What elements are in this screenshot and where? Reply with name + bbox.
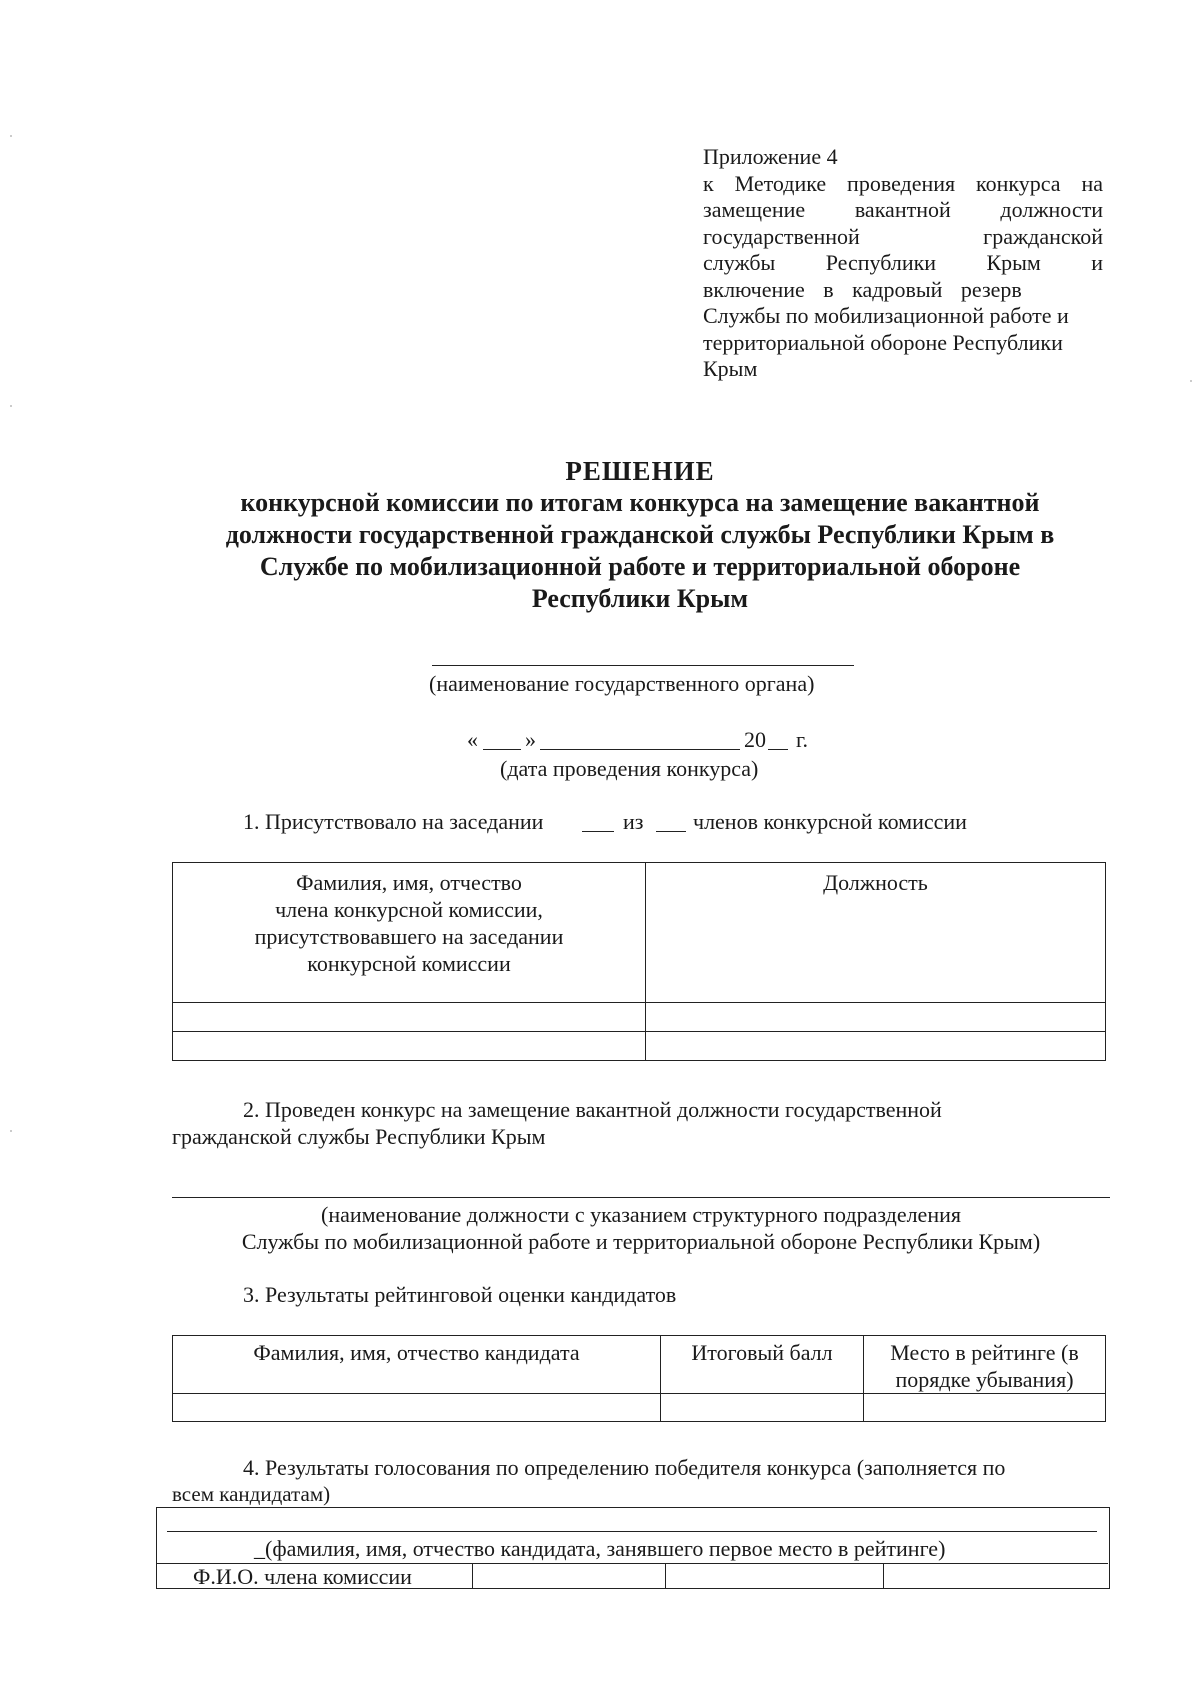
appendix-block: [703, 144, 1103, 383]
header-line: члена конкурсной комиссии,: [275, 897, 543, 922]
title-line: конкурсной комиссии по итогам конкурса на замещение вакантной: [240, 488, 1040, 517]
table-row: [173, 1003, 1106, 1032]
rating-table: [172, 1335, 1106, 1422]
appendix-line: Приложение 4: [703, 144, 838, 169]
scan-speck: [10, 1130, 12, 1132]
header-line: Фамилия, имя, отчество кандидата: [253, 1340, 580, 1365]
date-open-quote: «: [467, 727, 478, 752]
section4-line2: всем кандидатам): [172, 1482, 331, 1506]
members-col-position-header: [646, 863, 1106, 1003]
title-heading: РЕШЕНИЕ: [565, 456, 715, 486]
appendix-line: замещение вакантной должности: [703, 197, 1103, 222]
table-cell: [864, 1394, 1106, 1422]
header-line: порядке убывания): [895, 1367, 1074, 1392]
scan-speck: [10, 135, 12, 137]
section1-text-after: членов конкурсной комиссии: [693, 809, 967, 834]
scan-speck: [1190, 380, 1192, 382]
section4-line1: 4. Результаты голосования по определению победителя конкурса (заполняется по: [243, 1455, 1006, 1480]
date-year-blank: [768, 749, 788, 750]
appendix-line: службы Республики Крым и: [703, 250, 1103, 275]
table-row: [173, 1032, 1106, 1061]
appendix-line: к Методике проведения конкурса на: [703, 170, 1103, 196]
section3-text: 3. Результаты рейтинговой оценки кандидатов: [243, 1282, 677, 1307]
header-line: Фамилия, имя, отчество: [296, 870, 522, 895]
header-line: присутствовавшего на заседании: [254, 924, 564, 949]
rating-col-name-header: [173, 1336, 661, 1394]
voting-col-divider: [883, 1563, 884, 1588]
scan-speck: [10, 405, 12, 407]
voting-table: [156, 1507, 1110, 1589]
header-line: конкурсной комиссии: [307, 951, 511, 976]
section1-present-blank: [582, 831, 614, 832]
member-name-label: Ф.И.О. члена комиссии: [193, 1564, 412, 1589]
section2-line1: 2. Проведен конкурс на замещение вакантной должности государственной: [243, 1097, 942, 1122]
table-row: [173, 1394, 1106, 1422]
section2-line2: гражданской службы Республики Крым: [172, 1124, 546, 1149]
rating-col-place-header: [864, 1336, 1106, 1394]
document-title: [0, 455, 1200, 615]
section4-caption: _(фамилия, имя, отчество кандидата, занявшего первое место в рейтинге): [254, 1536, 946, 1561]
voting-col-divider: [472, 1563, 473, 1588]
date-close-quote: »: [525, 727, 536, 752]
rating-col-score-header: [661, 1336, 864, 1394]
table-cell: [173, 1394, 661, 1422]
title-line: должности государственной гражданской службы Республики Крым в: [225, 520, 1055, 549]
section1-total-blank: [656, 831, 686, 832]
title-line: Службе по мобилизационной работе и территориальной обороне: [259, 552, 1021, 581]
header-line: Должность: [823, 870, 928, 895]
appendix-line: Службы по мобилизационной работе и: [703, 303, 1069, 328]
organ-caption: (наименование государственного органа): [429, 671, 815, 696]
title-line: Республики Крым: [531, 584, 749, 613]
members-table: [172, 862, 1106, 1061]
members-col-name-header: [173, 863, 646, 1003]
table-cell: [646, 1003, 1106, 1032]
position-name-line: [172, 1197, 1110, 1198]
section2-caption2: Службы по мобилизационной работе и территориальной обороне Республики Крым): [241, 1229, 1041, 1254]
date-month-blank: [540, 749, 740, 750]
header-line: Итоговый балл: [691, 1340, 833, 1365]
date-year-prefix: 20: [744, 727, 766, 752]
organ-name-line: [432, 665, 854, 666]
table-cell: [661, 1394, 864, 1422]
header-line: Место в рейтинге (в: [890, 1340, 1079, 1365]
section1-text-before: 1. Присутствовало на заседании: [243, 809, 544, 834]
table-cell: [173, 1032, 646, 1061]
table-cell: [173, 1003, 646, 1032]
date-year-suffix: г.: [796, 727, 809, 752]
section1-text-mid: из: [623, 809, 644, 834]
voting-col-divider: [665, 1563, 666, 1588]
appendix-line: Крым: [703, 356, 758, 381]
date-day-blank: [483, 749, 521, 750]
section2-caption1: (наименование должности с указанием структурного подразделения: [321, 1202, 961, 1227]
appendix-line: включение в кадровый резерв: [703, 276, 1022, 302]
date-caption: (дата проведения конкурса): [500, 756, 759, 781]
appendix-line: государственной гражданской: [703, 223, 1103, 249]
table-cell: [646, 1032, 1106, 1061]
candidate-name-line: [167, 1531, 1097, 1532]
appendix-line: территориальной обороне Республики: [703, 329, 1063, 355]
